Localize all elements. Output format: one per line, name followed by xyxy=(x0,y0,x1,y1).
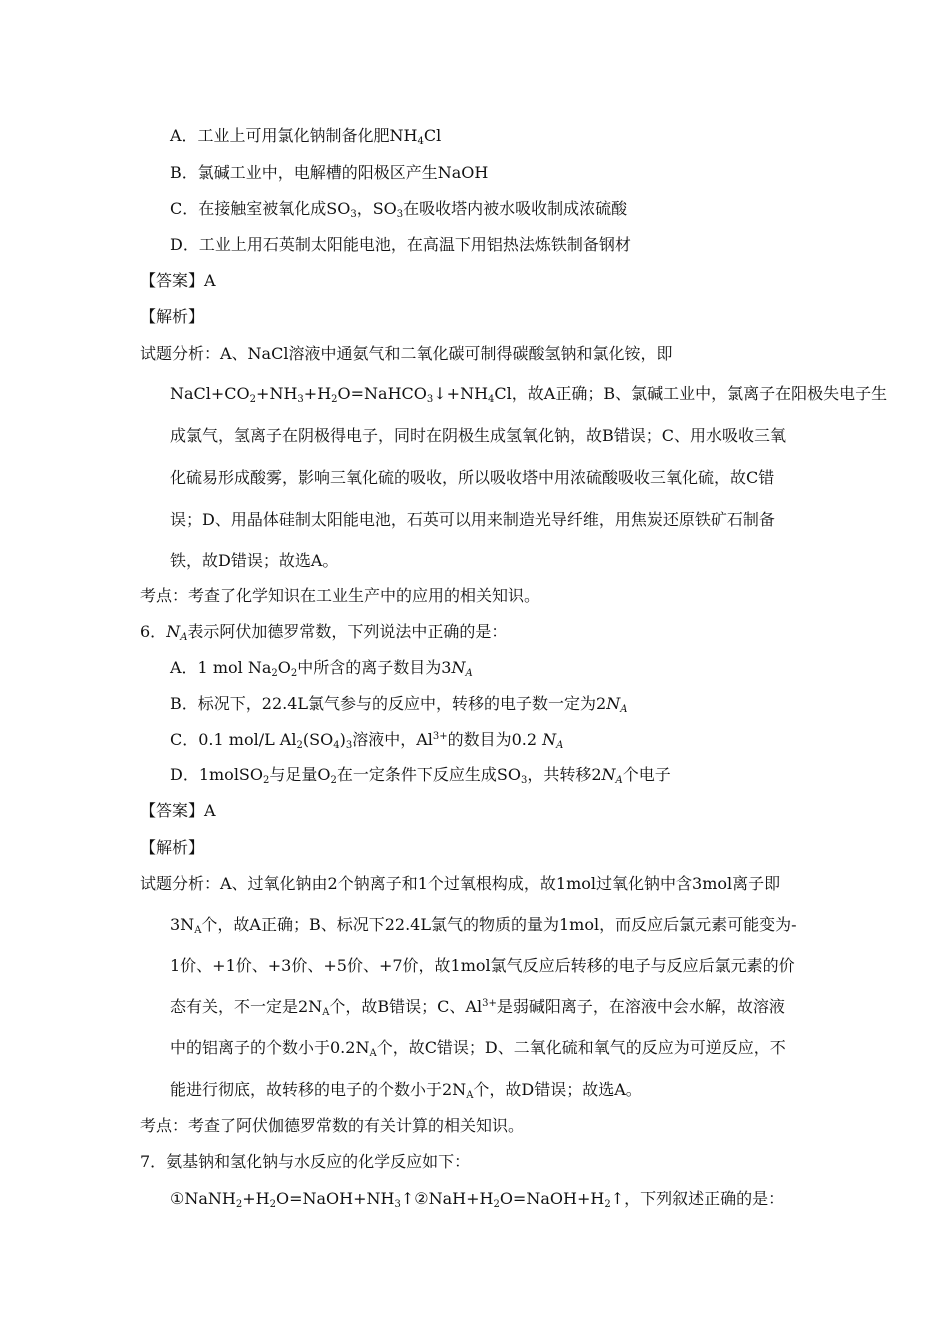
text: N xyxy=(601,765,616,784)
q5-analysis-label: 【解析】 xyxy=(140,307,205,326)
text: O=NaHCO xyxy=(337,384,427,403)
text: 6． xyxy=(140,622,167,641)
subscript: A xyxy=(615,775,623,786)
q5-option-d: D．工业上用石英制太阳能电池，在高温下用铝热法炼铁制备钢材 xyxy=(170,235,631,254)
text: N xyxy=(542,730,557,749)
q5-option-a xyxy=(170,125,441,147)
q5-answer: 【答案】A xyxy=(140,271,216,290)
subscript: 2 xyxy=(235,1199,243,1210)
text: 溶液中，Al xyxy=(352,730,433,749)
text: Cl，故A正确；B、氯碱工业中，氯离子在阳极失电子生 xyxy=(494,384,888,403)
text: 是弱碱阳离子，在溶液中会水解，故溶液 xyxy=(496,997,785,1016)
subscript: 3 xyxy=(350,209,357,220)
q5-analysis-line-3: 成氯气，氢离子在阴极得电子，同时在阴极生成氢氧化钠，故B错误；C、用水吸收三氧 xyxy=(170,426,787,445)
subscript: 2 xyxy=(269,1199,276,1210)
q6-option-c xyxy=(170,729,563,751)
text: 3N xyxy=(170,915,195,934)
q7-stem: 7．氨基钠和氢化钠与水反应的化学反应如下： xyxy=(140,1152,471,1171)
text: O=NaOH+NH xyxy=(275,1189,395,1208)
text: 个，故B错误；C、Al xyxy=(329,997,483,1016)
q5-analysis-line-6: 铁，故D错误；故选A。 xyxy=(170,551,339,570)
subscript: A xyxy=(322,1007,330,1018)
subscript: A xyxy=(194,925,202,936)
subscript: 2 xyxy=(249,394,257,405)
subscript: 3 xyxy=(345,740,353,751)
q6-analysis-line-3: 1价、+1价、+3价、+5价、+7价，故1mol氯气反应后转移的电子与反应后氯元素的价 xyxy=(170,956,795,975)
text: ，共转移2 xyxy=(527,765,602,784)
q6-stem xyxy=(140,621,507,643)
text: N xyxy=(166,622,181,641)
text: +NH xyxy=(256,384,298,403)
text: +H xyxy=(303,384,332,403)
text: 中所含的离子数目为3 xyxy=(297,658,452,677)
q6-answer: 【答案】A xyxy=(140,801,216,820)
subscript: 2 xyxy=(271,668,278,679)
subscript: A xyxy=(556,740,564,751)
q5-option-c xyxy=(170,198,627,220)
text: ↑，下列叙述正确的是： xyxy=(610,1189,785,1208)
subscript: 2 xyxy=(296,740,303,751)
text: Cl xyxy=(423,126,442,145)
text: 与足量O xyxy=(269,765,331,784)
subscript: A xyxy=(180,632,188,643)
subscript: 4 xyxy=(488,394,495,405)
text: O=NaOH+H xyxy=(499,1189,605,1208)
subscript: 2 xyxy=(263,775,270,786)
q7-equations xyxy=(170,1188,784,1210)
q6-option-a xyxy=(170,657,473,679)
text: A．工业上可用氯化钠制备化肥NH xyxy=(170,126,418,145)
subscript: 2 xyxy=(331,394,338,405)
q5-analysis-line-4: 化硫易形成酸雾，影响三氧化硫的吸收，所以吸收塔中用浓硫酸吸收三氧化硫，故C错 xyxy=(170,468,775,487)
text: 能进行彻底，故转移的电子的个数小于2N xyxy=(170,1080,467,1099)
q6-analysis-line-6 xyxy=(170,1079,642,1101)
subscript: A xyxy=(465,668,473,679)
subscript: 4 xyxy=(417,136,424,147)
subscript: 3 xyxy=(297,394,304,405)
subscript: 3 xyxy=(396,209,404,220)
subscript: 2 xyxy=(330,775,337,786)
text: ①NaNH xyxy=(170,1189,236,1208)
text: 中的铝离子的个数小于0.2N xyxy=(170,1038,370,1057)
text: C．0.1 mol/L Al xyxy=(170,730,297,749)
text: N xyxy=(451,658,466,677)
superscript: 3+ xyxy=(482,998,497,1009)
text: 个，故D错误；故选A。 xyxy=(473,1080,642,1099)
text: 个电子 xyxy=(622,765,671,784)
text: C．在接触室被氧化成SO xyxy=(170,199,351,218)
text: (SO xyxy=(302,730,334,749)
subscript: 2 xyxy=(493,1199,500,1210)
q6-kaodian: 考点：考查了阿伏伽德罗常数的有关计算的相关知识。 xyxy=(140,1116,525,1135)
q6-option-d xyxy=(170,764,671,786)
text: 态有关，不一定是2N xyxy=(170,997,323,1016)
subscript: A xyxy=(466,1090,474,1101)
q5-option-b: B．氯碱工业中，电解槽的阳极区产生NaOH xyxy=(170,163,489,182)
text: N xyxy=(606,694,621,713)
text: 在吸收塔内被水吸收制成浓硫酸 xyxy=(403,199,628,218)
text: +H xyxy=(242,1189,270,1208)
q5-analysis-line-1: 试题分析：A、NaCl溶液中通氨气和二氧化碳可制得碳酸氢钠和氯化铵，即 xyxy=(140,344,673,363)
text: NaCl+CO xyxy=(170,384,250,403)
text: 个，故C错误；D、二氧化硫和氧气的反应为可逆反应，不 xyxy=(376,1038,786,1057)
text: A．1 mol Na xyxy=(170,658,272,677)
subscript: 3 xyxy=(520,775,528,786)
text: D．1molSO xyxy=(170,765,264,784)
text: B．标况下，22.4L氯气参与的反应中，转移的电子数一定为2 xyxy=(170,694,607,713)
text: 个，故A正确；B、标况下22.4L氯气的物质的量为1mol，而反应后氯元素可能变为- xyxy=(201,915,797,934)
q6-analysis-line-2 xyxy=(170,914,797,936)
text: 的数目为0.2 xyxy=(447,730,543,749)
superscript: 3+ xyxy=(432,731,448,742)
text: O xyxy=(277,658,291,677)
text: ，SO xyxy=(356,199,397,218)
q6-analysis-line-1: 试题分析：A、过氧化钠由2个钠离子和1个过氧根构成，故1mol过氧化钠中含3mol离子即 xyxy=(140,874,781,893)
q6-analysis-line-4 xyxy=(170,996,785,1018)
q5-analysis-line-2 xyxy=(170,383,887,405)
text: ↓+NH xyxy=(433,384,489,403)
q6-analysis-label: 【解析】 xyxy=(140,838,205,857)
subscript: A xyxy=(620,704,628,715)
q6-option-b xyxy=(170,693,627,715)
q5-kaodian: 考点：考查了化学知识在工业生产中的应用的相关知识。 xyxy=(140,586,541,605)
subscript: 3 xyxy=(394,1199,401,1210)
text: ) xyxy=(339,730,346,749)
subscript: A xyxy=(369,1048,377,1059)
subscript: 2 xyxy=(604,1199,611,1210)
q5-analysis-line-5: 误；D、用晶体硅制太阳能电池，石英可以用来制造光导纤维，用焦炭还原铁矿石制备 xyxy=(170,510,775,529)
text: 在一定条件下反应生成SO xyxy=(336,765,521,784)
subscript: 2 xyxy=(290,668,298,679)
q6-analysis-line-5 xyxy=(170,1037,786,1059)
text: 表示阿伏加德罗常数，下列说法中正确的是： xyxy=(187,622,508,641)
text: ↑②NaH+H xyxy=(400,1189,494,1208)
subscript: 4 xyxy=(333,740,340,751)
subscript: 3 xyxy=(426,394,434,405)
